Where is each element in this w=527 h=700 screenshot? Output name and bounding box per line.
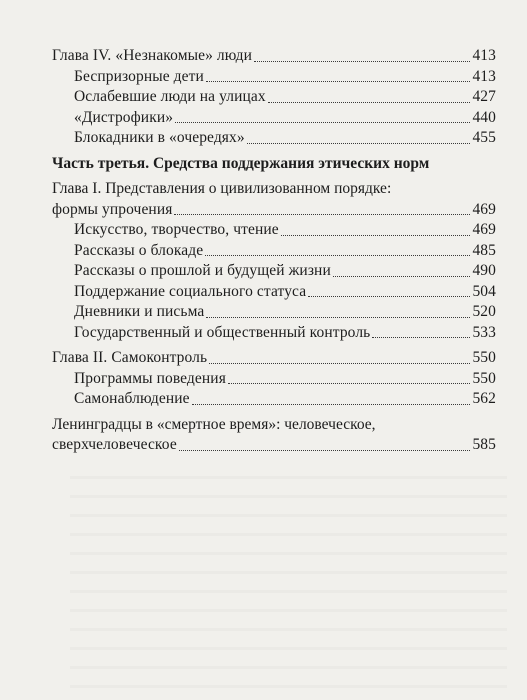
toc-final-section[interactable] [52,415,496,456]
leader-dots [179,450,471,451]
table-of-contents [52,46,496,456]
toc-entry-title: Рассказы о прошлой и будущей жизни [74,262,331,279]
toc-entry-title: Рассказы о блокаде [74,241,204,259]
toc-page-number: 550 [472,349,496,366]
toc-page-number: 440 [472,108,496,126]
leader-dots [308,296,470,297]
leader-dots [254,61,470,62]
toc-entry-title-line1: Ленинградцы в «смертное время»: человеческое, [52,415,376,433]
leader-dots [192,404,471,405]
leader-dots [247,143,471,144]
leader-dots [174,214,470,215]
toc-entry-title: Программы поведения [74,369,226,387]
toc-subentry[interactable] [52,302,496,323]
toc-entry-title: Ослабевшие люди на улицах [74,88,266,105]
part-heading: Часть третья. Средства поддержания этических норм [52,154,430,172]
toc-part-3 [52,154,496,175]
leader-dots [206,317,470,318]
toc-page-number: 485 [472,241,496,259]
toc-entry-title: Поддержание социального статуса [74,282,307,300]
toc-subentry[interactable] [52,389,496,410]
toc-entry-title: «Дистрофики» [74,108,174,126]
toc-chapter-1[interactable] [52,179,496,220]
toc-subentry[interactable] [52,108,496,129]
toc-subentry[interactable] [52,241,496,262]
toc-page-number: 427 [472,88,496,105]
leader-dots [228,383,471,384]
toc-entry-title: Дневники и письма [74,303,205,320]
toc-subentry[interactable] [52,220,496,241]
toc-page-number: 469 [472,200,496,218]
toc-chapter-4[interactable] [52,46,496,67]
toc-page-number: 413 [472,67,496,85]
toc-subentry[interactable] [52,67,496,88]
toc-subentry[interactable] [52,261,496,282]
toc-entry-title: Беспризорные дети [74,67,204,85]
toc-page-number: 550 [472,369,496,387]
toc-subentry[interactable] [52,282,496,303]
toc-page-number: 504 [472,282,496,300]
toc-page-number: 455 [472,129,496,146]
leader-dots [206,81,471,82]
toc-entry-title: Искусство, творчество, чтение [74,221,279,238]
toc-page-number: 533 [472,323,496,341]
reverse-page-bleed [70,460,507,700]
toc-entry-title-line1: Глава I. Представления о цивилизованном порядке: [52,180,392,197]
toc-page-number: 520 [472,303,496,320]
leader-dots [209,363,470,364]
toc-entry-title: Блокадники в «очередях» [74,129,245,146]
toc-page-number: 413 [472,47,496,64]
toc-entry-title: Государственный и общественный контроль [74,323,371,341]
toc-entry-title: Глава II. Самоконтроль [52,349,208,366]
toc-page-number: 585 [472,436,496,453]
toc-page-number: 469 [472,221,496,238]
toc-subentry[interactable] [52,369,496,390]
toc-subentry[interactable] [52,128,496,149]
leader-dots [281,235,471,236]
leader-dots [175,122,470,123]
toc-subentry[interactable] [52,323,496,344]
toc-entry-title: Самонаблюдение [74,390,190,407]
toc-page-number: 490 [472,262,496,279]
toc-subentry[interactable] [52,87,496,108]
leader-dots [372,337,470,338]
toc-entry-title: Глава IV. «Незнакомые» люди [52,47,253,64]
toc-entry-title-line2: сверхчеловеческое [52,436,177,453]
toc-chapter-2[interactable] [52,348,496,369]
toc-page-number: 562 [472,390,496,407]
toc-entry-title-line2: формы упрочения [52,200,173,218]
leader-dots [205,255,470,256]
leader-dots [333,276,471,277]
leader-dots [268,102,471,103]
